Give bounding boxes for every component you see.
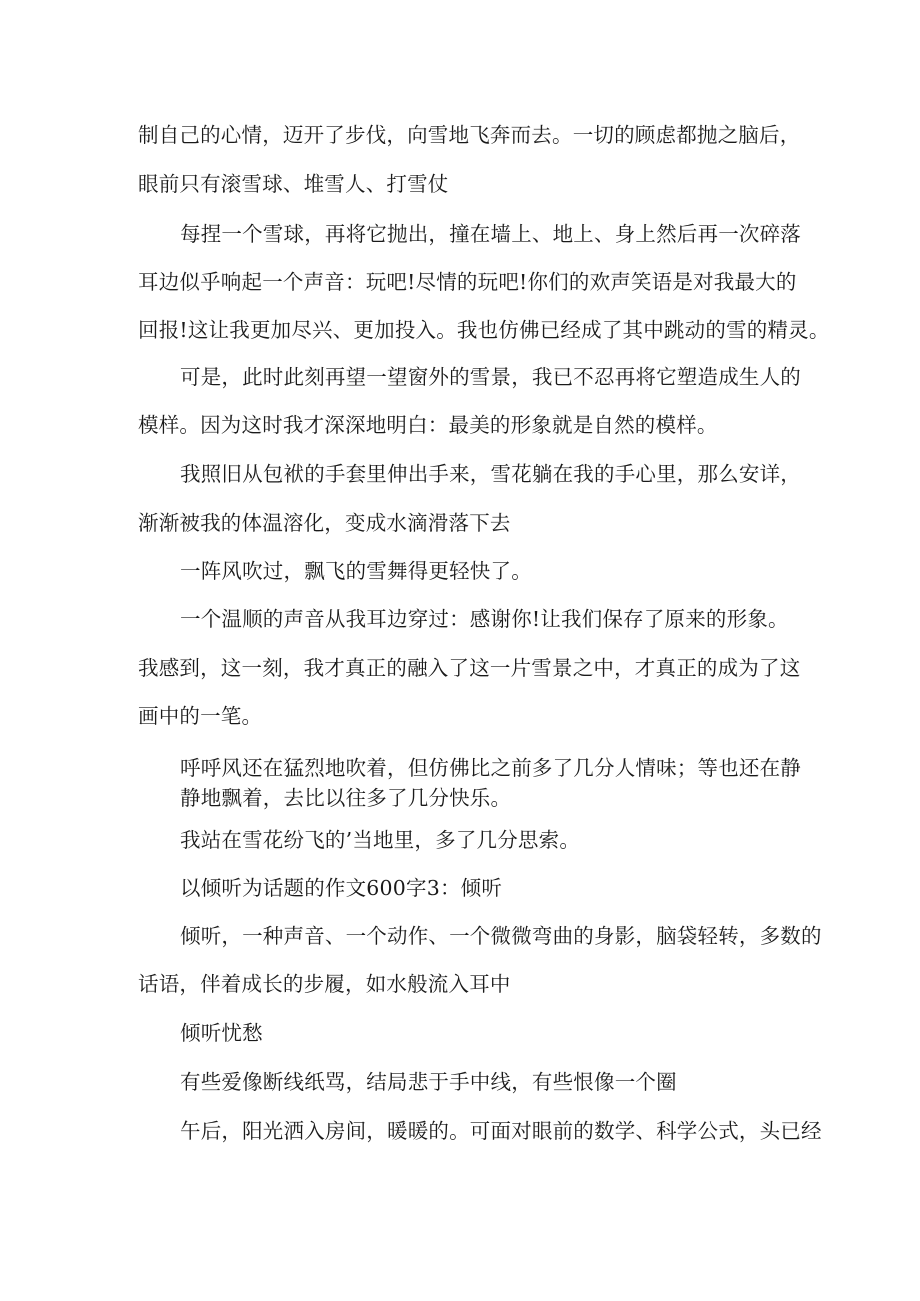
- text-line: 我站在雪花纷飞的’当地里，多了几分思索。: [180, 828, 581, 852]
- text-line: 以倾听为话题的作文600字3：倾听: [180, 876, 503, 900]
- text-line: 午后，阳光洒入房间，暖暖的。可面对眼前的数学、科学公式，头已经: [180, 1119, 822, 1143]
- text-line: 回报!这让我更加尽兴、更加投入。我也仿佛已经成了其中跳动的雪的精灵。: [138, 318, 830, 342]
- text-line: 静地飘着，去比以往多了几分快乐。: [180, 786, 512, 810]
- text-line: 有些爱像断线纸骂，结局悲于手中线，有些恨像一个圈: [180, 1070, 677, 1094]
- text-line: 一个温顺的声音从我耳边穿过：感谢你!让我们保存了原来的形象。: [180, 607, 789, 631]
- text-line: 可是，此时此刻再望一望窗外的雪景，我已不忍再将它塑造成生人的: [180, 365, 801, 389]
- text-line: 渐渐被我的体温溶化，变成水滴滑落下去: [138, 511, 511, 535]
- text-line: 模样。因为这时我才深深地明白：最美的形象就是自然的模样。: [138, 413, 718, 437]
- text-line: 画中的一笔。: [138, 704, 263, 728]
- text-line: 倾听，一种声音、一个动作、一个微微弯曲的身影，脑袋轻转，多数的: [180, 924, 822, 948]
- text-line: 倾听忧愁: [180, 1021, 263, 1045]
- text-line: 我感到，这一刻，我才真正的融入了这一片雪景之中，才真正的成为了这: [138, 656, 801, 680]
- text-line: 呼呼风还在猛烈地吹着，但仿佛比之前多了几分人情味；等也还在静: [180, 756, 801, 780]
- text-line: 每捏一个雪球，再将它抛出，撞在墙上、地上、身上然后再一次碎落: [180, 222, 801, 246]
- text-line: 一阵风吹过，飘飞的雪舞得更轻快了。: [180, 559, 532, 583]
- text-line: 耳边似乎响起一个声音：玩吧!尽情的玩吧!你们的欢声笑语是对我最大的: [138, 270, 797, 294]
- text-line: 我照旧从包袱的手套里伸出手来，雪花躺在我的手心里，那么安详，: [180, 462, 801, 486]
- text-line: 话语，伴着成长的步履，如水般流入耳中: [138, 972, 511, 996]
- text-line: 制自己的心情，迈开了步伐，向雪地飞奔而去。一切的顾虑都抛之脑后，: [138, 123, 801, 147]
- text-line: 眼前只有滚雪球、堆雪人、打雪仗: [138, 172, 449, 196]
